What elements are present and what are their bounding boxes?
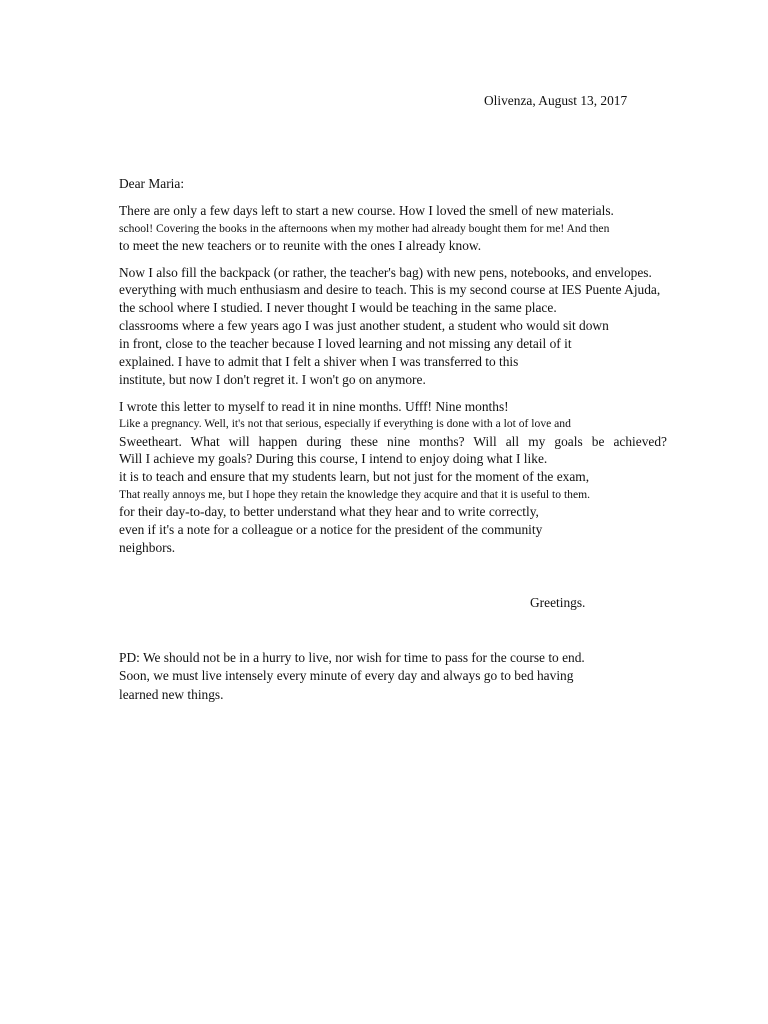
paragraph-line: classrooms where a few years ago I was just another student, a student who would sit down (119, 318, 609, 333)
paragraph-line: for their day-to-day, to better understand what they hear and to write correctly, (119, 504, 539, 519)
paragraph-line: school! Covering the books in the afternoons when my mother had already bought them for me! And then (119, 222, 610, 235)
paragraph-line: in front, close to the teacher because I loved learning and not missing any detail of it (119, 336, 572, 351)
closing: Greetings. (530, 595, 586, 610)
paragraph-line: explained. I have to admit that I felt a shiver when I was transferred to this (119, 354, 519, 369)
paragraph-line: I wrote this letter to myself to read it in nine months. Ufff! Nine months! (119, 399, 509, 414)
paragraph-line: institute, but now I don't regret it. I won't go on anymore. (119, 372, 426, 387)
paragraph-line: That really annoys me, but I hope they retain the knowledge they acquire and that it is useful to them. (119, 488, 591, 501)
paragraph-line: Will I achieve my goals? During this course, I intend to enjoy doing what I like. (119, 451, 548, 466)
paragraph-line: Like a pregnancy. Well, it's not that serious, especially if everything is done with a lot of love and (119, 417, 571, 430)
place-date: Olivenza, August 13, 2017 (484, 93, 628, 108)
paragraph-line: Now I also fill the backpack (or rather, the teacher's bag) with new pens, notebooks, and envelopes. (119, 265, 652, 280)
postscript-line: Soon, we must live intensely every minute of every day and always go to bed having (119, 668, 574, 683)
postscript-line: PD: We should not be in a hurry to live, nor wish for time to pass for the course to end. (119, 650, 585, 665)
paragraph-line: neighbors. (119, 540, 176, 555)
paragraph-line: Sweetheart. What will happen during these nine months? Will all my goals be achieved? (119, 434, 667, 449)
paragraph-line: to meet the new teachers or to reunite with the ones I already know. (119, 238, 482, 253)
salutation: Dear Maria: (119, 176, 185, 191)
postscript-line: learned new things. (119, 687, 224, 702)
paragraph-line: everything with much enthusiasm and desire to teach. This is my second course at IES Puente Ajuda, (119, 282, 661, 297)
paragraph-line: There are only a few days left to start a new course. How I loved the smell of new materials. (119, 203, 614, 218)
paragraph-line: even if it's a note for a colleague or a notice for the president of the community (119, 522, 543, 537)
paragraph-line: the school where I studied. I never thought I would be teaching in the same place. (119, 300, 557, 315)
paragraph-line: it is to teach and ensure that my students learn, but not just for the moment of the exam, (119, 469, 590, 484)
